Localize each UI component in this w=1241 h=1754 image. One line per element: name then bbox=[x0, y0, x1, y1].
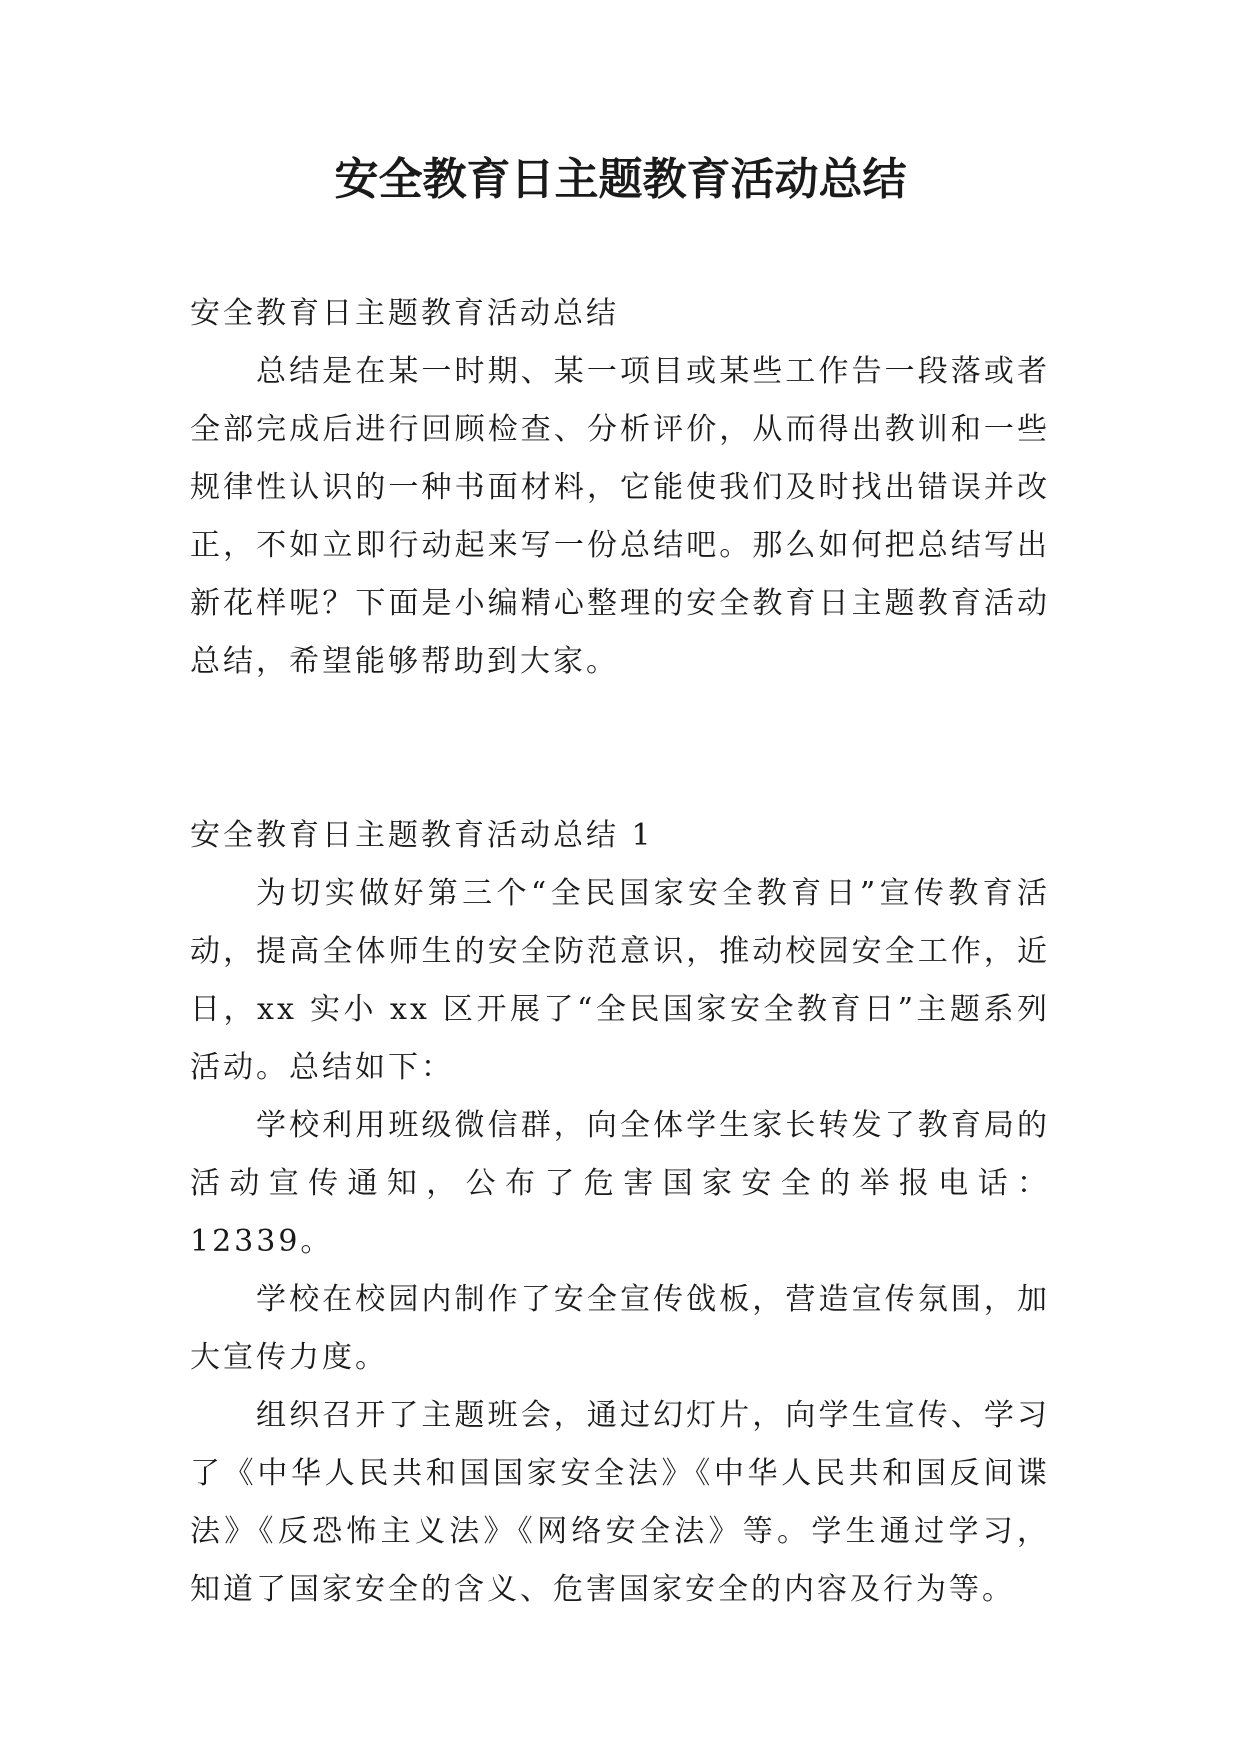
body-paragraph: 为切实做好第三个“全民国家安全教育日”宣传教育活动，提高全体师生的安全防范意识，推动校园安全工作，近日，xx 实小 xx 区开展了“全民国家安全教育日”主题系列活动。总结如下： bbox=[190, 876, 1050, 1085]
intro-paragraph: 总结是在某一时期、某一项目或某些工作告一段落或者全部完成后进行回顾检查、分析评价，从而得出教训和一些规律性认识的一种书面材料，它能使我们及时找出错误并改正，不如立即行动起来写一份总结吧。那么如何把总结写出新花样呢？下面是小编精心整理的安全教育日主题教育活动总结，希望能够帮助到大家。 bbox=[190, 354, 1050, 679]
intro-heading: 安全教育日主题教育活动总结 bbox=[190, 296, 619, 331]
body-paragraph: 组织召开了主题班会，通过幻灯片，向学生宣传、学习了《中华人民共和国国家安全法》《中华人民共和国反间谍法》《反恐怖主义法》《网络安全法》等。学生通过学习，知道了国家安全的含义、危害国家安全的内容及行为等。 bbox=[190, 1398, 1050, 1607]
body-paragraph: 学校在校园内制作了安全宣传戗板，营造宣传氛围，加大宣传力度。 bbox=[190, 1282, 1050, 1375]
document-title: 安全教育日主题教育活动总结 bbox=[334, 154, 907, 205]
section-spacer bbox=[190, 691, 1050, 807]
document-body bbox=[190, 285, 1050, 1619]
section-heading: 安全教育日主题教育活动总结 1 bbox=[190, 818, 654, 853]
body-paragraph: 学校利用班级微信群，向全体学生家长转发了教育局的活动宣传通知，公布了危害国家安全的举报电话：12339。 bbox=[190, 1108, 1050, 1259]
